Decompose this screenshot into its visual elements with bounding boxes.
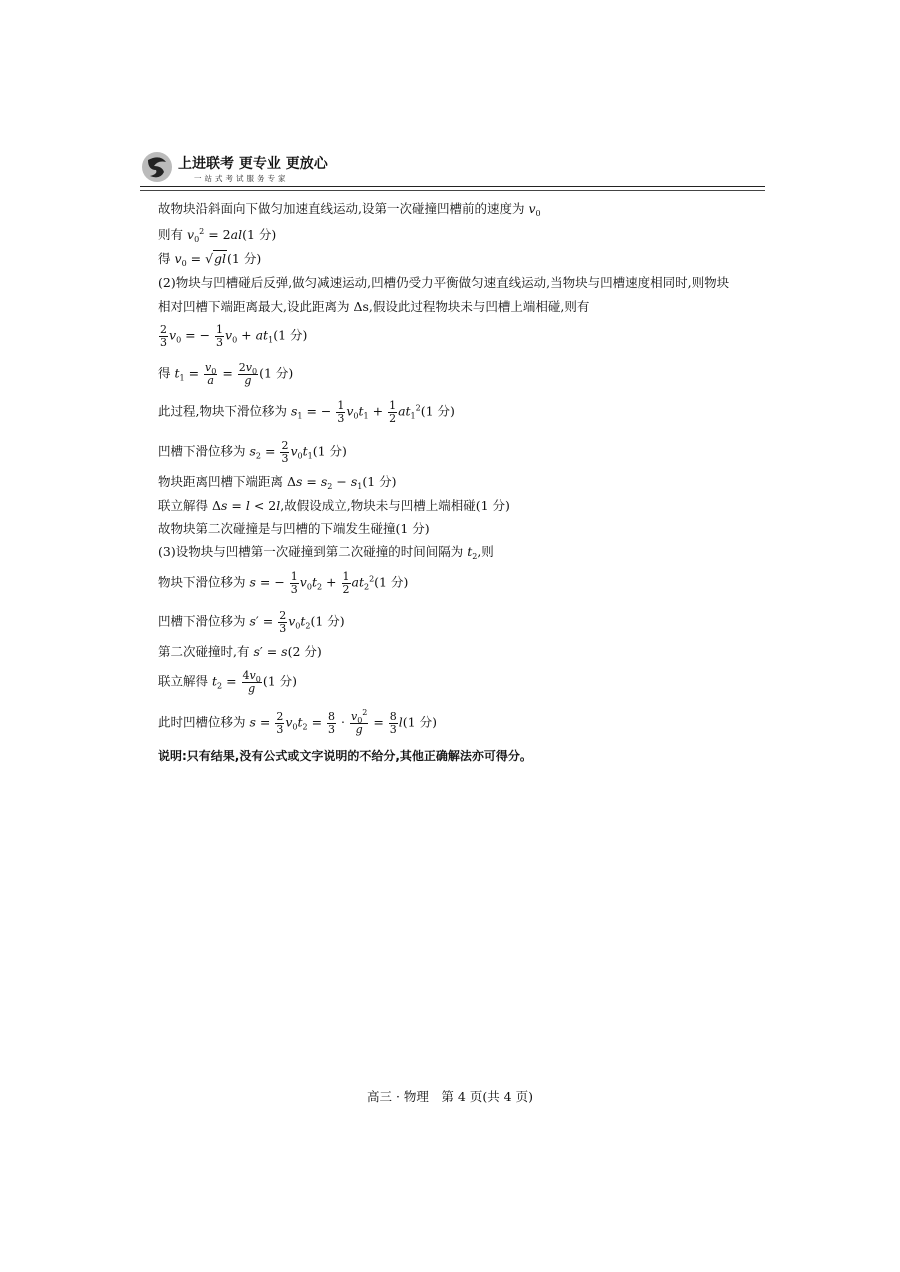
solution-line: 故物块第二次碰撞是与凹槽的下端发生碰撞(1 分)	[158, 521, 430, 536]
equation-line: 第二次碰撞时,有 s′ = s(2 分)	[158, 644, 322, 659]
equation-line: 物块下滑位移为 s = − $\frac{1}{3}$ $v_0t_2$ + $\frac{1}{2}$ $at_2^2(1$ 分)	[158, 570, 409, 596]
solution-line: (3)设物块与凹槽第一次碰撞到第二次碰撞的时间间隔为 $t_2$,则	[158, 544, 494, 561]
page-footer: 高三 · 物理 第 4 页(共 4 页)	[367, 1089, 533, 1104]
solution-line: 则有 $v_0^2 = 2al(1$ 分)	[158, 227, 277, 244]
solution-line: (2)物块与凹槽碰后反弹,做匀减速运动,凹槽仍受力平衡做匀速直线运动,当物块与凹槽速度相同时,则物块	[158, 275, 730, 290]
solution-line: 故物块沿斜面向下做匀加速直线运动,设第一次碰撞凹槽前的速度为 $v_0$	[158, 201, 541, 218]
equation-line: 此时凹槽位移为 s = $\frac{2}{3}$ $v_0t_2$ = $\frac{8}{3}$ · $\frac{v_0^2}{g}$ = $\frac{8}{3}$ l(1 分)	[158, 708, 437, 736]
header-rule-thin	[140, 190, 765, 191]
solution-line: 联立解得 Δs = l < 2l,故假设成立,物块未与凹槽上端相碰(1 分)	[158, 498, 510, 513]
logo-icon	[140, 150, 174, 184]
equation-line: 凹槽下滑位移为 s′ = $\frac{2}{3}$ $v_0t_2(1$ 分)	[158, 609, 345, 635]
equation-line: 凹槽下滑位移为 $s_2$ = $\frac{2}{3}$ $v_0t_1(1$ 分)	[158, 439, 347, 465]
header-rule	[140, 186, 765, 187]
brand-subtitle: 一站式考试服务专家	[194, 174, 289, 183]
brand-slogan: 上进联考 更专业 更放心	[178, 156, 328, 172]
equation-line: 得 $t_1$ = $\frac{v_0}{a}$ = $\frac{2v_0}{g}$ (1 分)	[158, 361, 294, 387]
equation-line: 联立解得 $t_2$ = $\frac{4v_0}{g}$ (1 分)	[158, 669, 298, 695]
equation-line: 物块距离凹槽下端距离 $\Delta s = s_2 - s_1(1$ 分)	[158, 474, 397, 491]
equation-line: 此过程,物块下滑位移为 $s_1$ = − $\frac{1}{3}$ $v_0t_1$ + $\frac{1}{2}$ $at_1^2(1$ 分)	[158, 399, 455, 425]
grading-note: 说明:只有结果,没有公式或文字说明的不给分,其他正确解法亦可得分。	[158, 749, 532, 763]
equation-line: $\frac{2}{3}$ $v_0$ = − $\frac{1}{3}$ $v_0 + at_1(1$ 分)	[160, 323, 308, 349]
solution-line: 相对凹槽下端距离最大,设此距离为 Δs,假设此过程物块未与凹槽上端相碰,则有	[158, 299, 590, 314]
solution-line: 得 $v_0 = √gl(1$ 分)	[158, 251, 262, 268]
